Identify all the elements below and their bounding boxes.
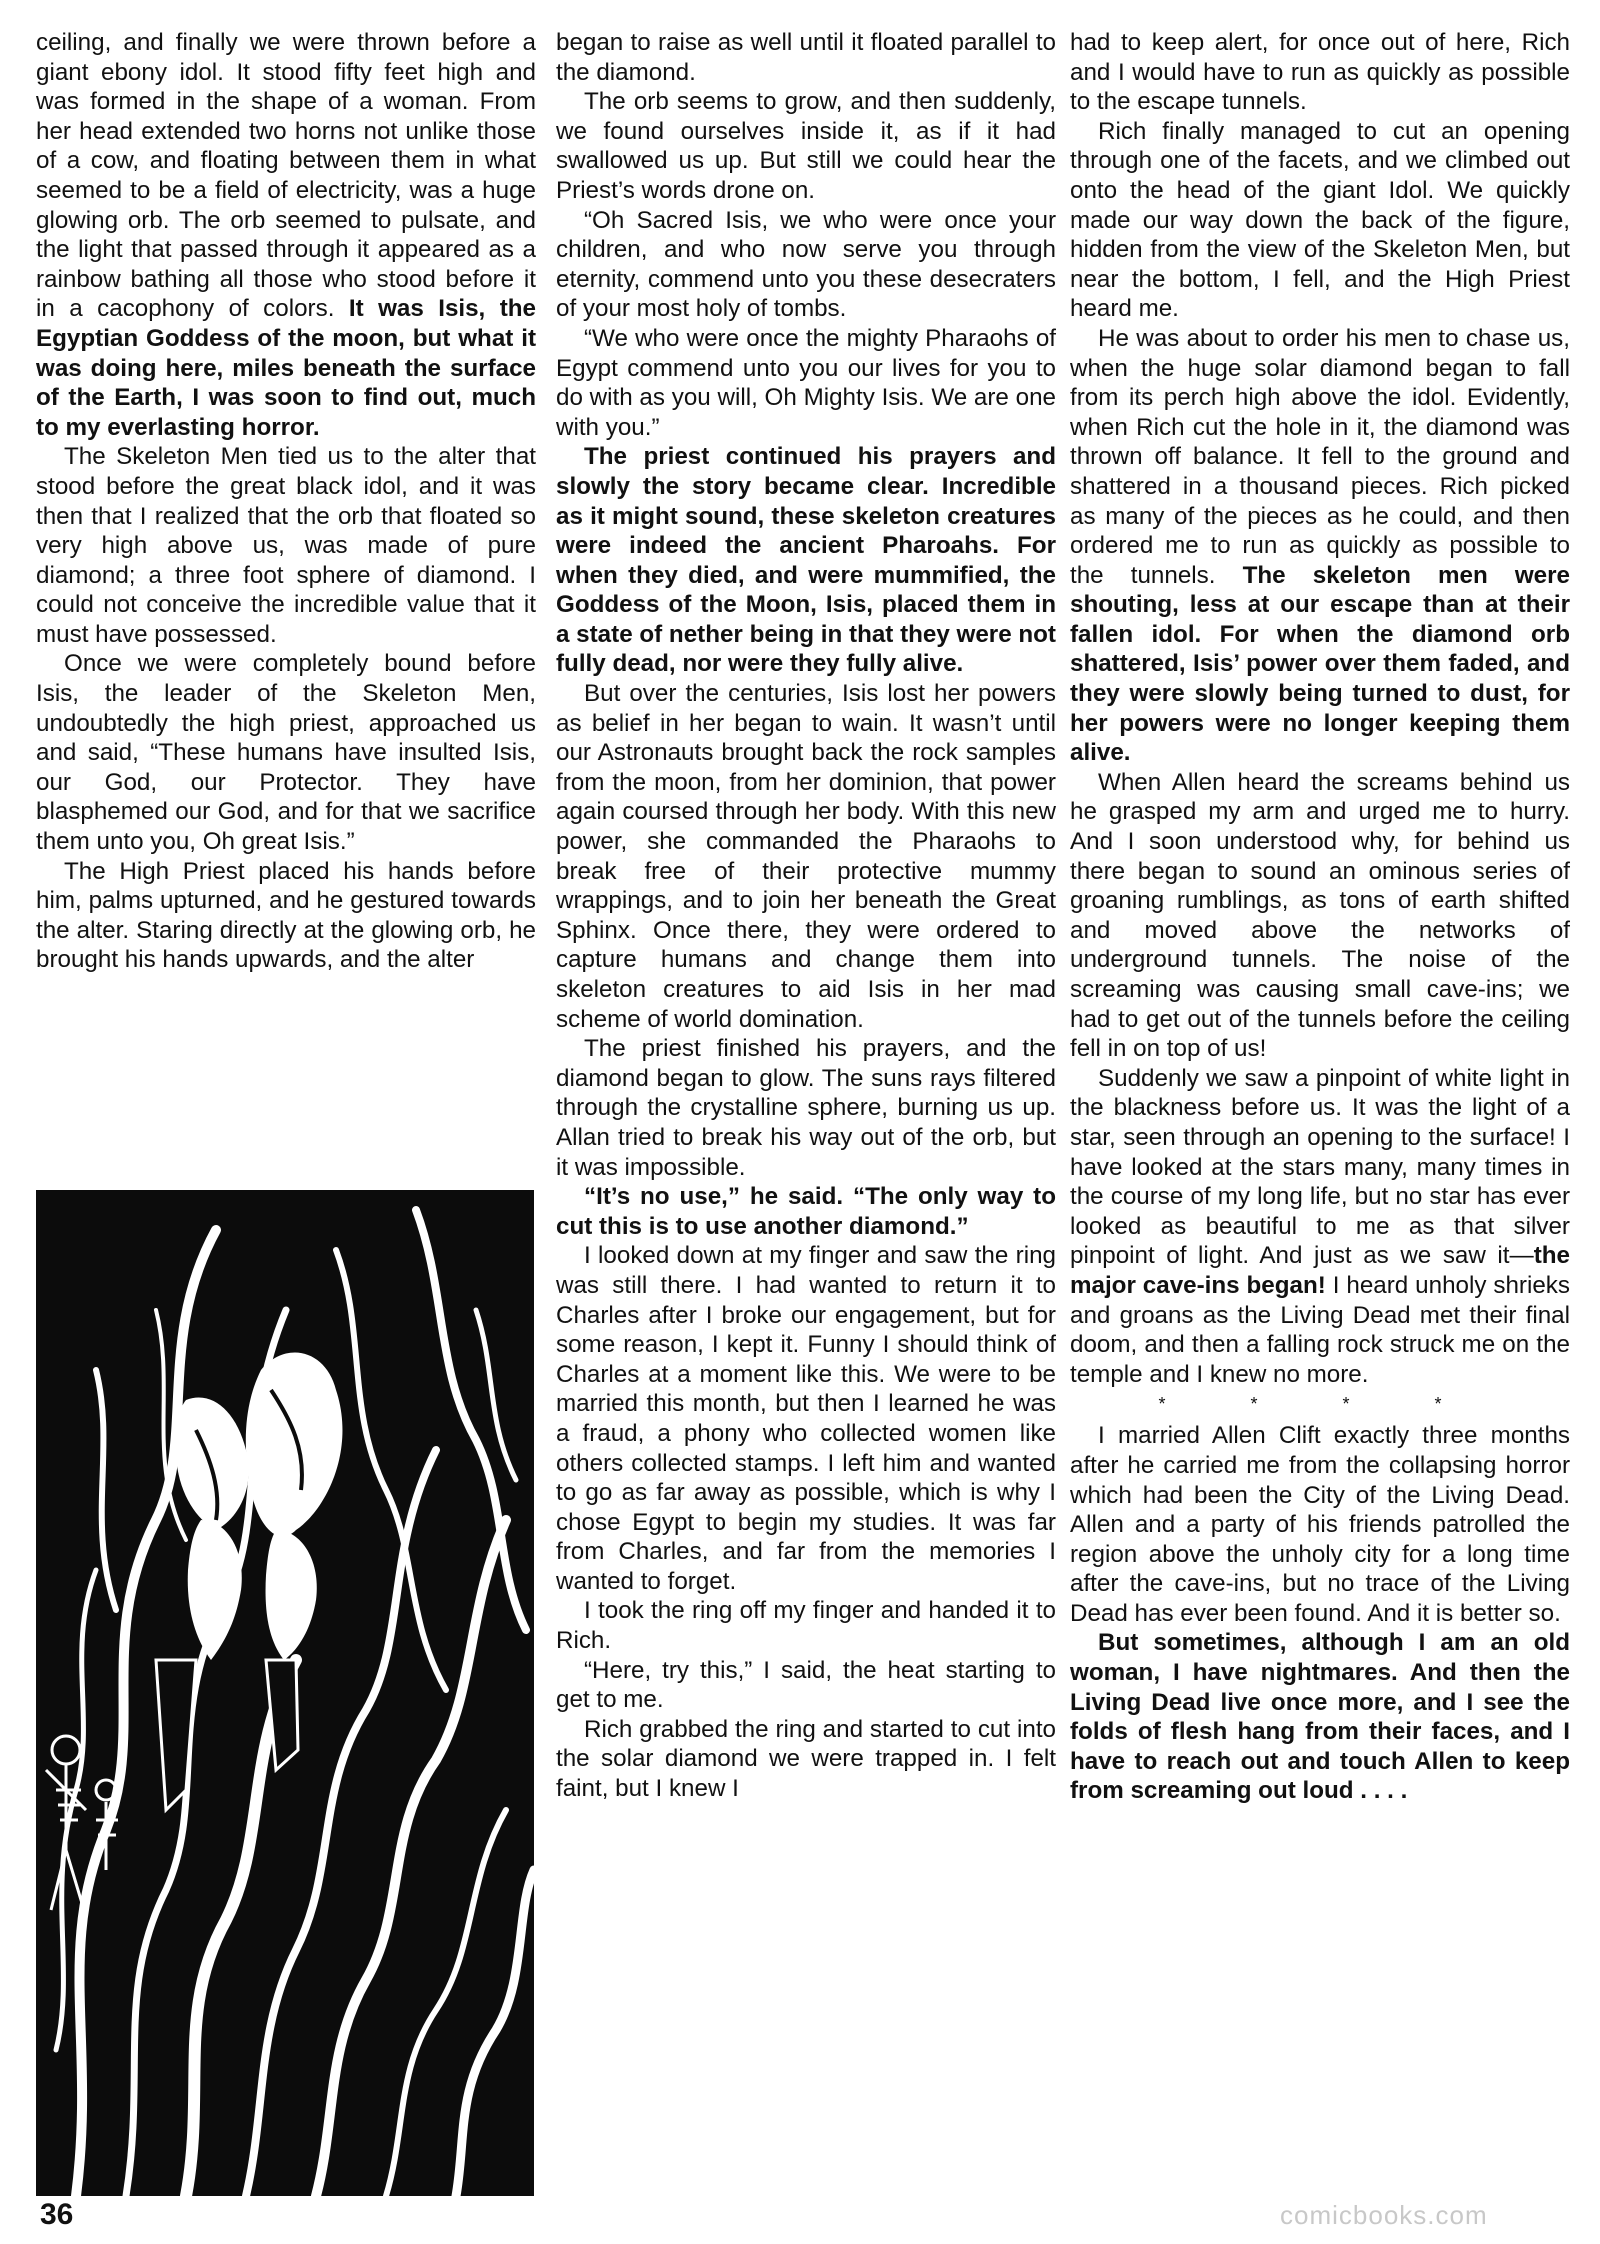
story-illustration — [36, 1190, 534, 2196]
text-column-1 — [36, 28, 536, 975]
paragraph — [36, 28, 536, 442]
paragraph-text: He was about to order his men to chase us, when the huge solar diamond began to fall from its perch high above the idol. Evidently, when Rich cut the hole in it, the diamond was thrown off balance. It fell to the ground and shattered in a thousand pieces. Rich picked as many of the pieces as he could, and then ordered me to run as quickly as possible to the tunnels. — [1070, 324, 1570, 589]
paragraph-text: I heard unholy shrieks and groans as the Living Dead met their final doom, and then a falling rock struck me on the temple and I knew no more. — [1070, 1271, 1570, 1388]
paragraph: The orb seems to grow, and then suddenly, we found ourselves inside it, as if it had swallowed us up. But still we could hear the Priest’s words drone on. — [556, 88, 1056, 204]
paragraph: had to keep alert, for once out of here, Rich and I would have to run as quickly as possible to the escape tunnels. — [1070, 29, 1570, 116]
paragraph-bold-text: But sometimes, although I am an old woman, I have nightmares. And then the Living Dead live once more, and I see the folds of flesh hang from their faces, and I have to reach out and touch Allen to keep from screaming out loud . . . . — [1070, 1629, 1570, 1805]
paragraph — [1070, 324, 1570, 768]
paragraph: The priest finished his prayers, and the diamond began to glow. The suns rays filtered through the crystalline sphere, burning us up. Allan tried to break his way out of the orb, but it was impossible. — [556, 1035, 1056, 1181]
text-column-2 — [556, 28, 1056, 1804]
paragraph: I looked down at my finger and saw the ring was still there. I had wanted to return it to Charles after I broke our engagement, but for some reason, I kept it. Funny I should think of Charles at a moment like this. We were to be married this month, but then I learned he was a fraud, a phony who collected women like others collected stamps. I left him and wanted to go as far away as possible, which is why I chose Egypt to begin my studies. It was far from Charles, and far from the memories I wanted to forget. — [556, 1242, 1056, 1595]
paragraph: Rich finally managed to cut an opening through one of the facets, and we climbed out onto the head of the giant Idol. We quickly made our way down the back of the figure, hidden from the view of the Skeleton Men, but near the bottom, I fell, and the High Priest heard me. — [1070, 117, 1570, 323]
paragraph-bold-text: the major cave-ins began! — [1070, 1242, 1570, 1299]
paragraph: “Here, try this,” I said, the heat starting to get to me. — [556, 1656, 1056, 1714]
paragraph: I took the ring off my finger and handed it to Rich. — [556, 1597, 1056, 1655]
page-number: 36 — [40, 2198, 74, 2231]
section-separator: * * * * — [1158, 1394, 1482, 1415]
paragraph-bold — [1070, 1628, 1570, 1806]
paragraph-bold-text: “It’s no use,” he said. “The only way to cut this is to use another diamond.” — [556, 1183, 1056, 1240]
watermark-text: comicbooks.com — [1280, 2200, 1488, 2230]
paragraph-bold-text: The priest continued his prayers and slowly the story became clear. Incredible as it might sound, these skeleton creatures were indeed the ancient Pharoahs. For when they died, and were mummified, the Goddess of the Moon, Isis, placed them in a state of nether being in that they were not fully dead, nor were they fully alive. — [556, 443, 1056, 678]
paragraph: When Allen heard the screams behind us he grasped my arm and urged me to hurry. And I soon understood why, for behind us there began to sound an ominous series of groaning rumblings, as tons of earth shifted and moved above the networks of underground tunnels. The noise of the screaming was causing small cave-ins; we had to get out of the tunnels before the ceiling fell in on top of us! — [1070, 768, 1570, 1063]
paragraph: Rich grabbed the ring and started to cut into the solar diamond we were trapped in. I felt faint, but I knew I — [556, 1715, 1056, 1803]
illustration-art — [36, 1190, 534, 2196]
paragraph — [1070, 1064, 1570, 1390]
paragraph: “We who were once the mighty Pharaohs of Egypt commend unto you our lives for you to do with as you will, Oh Mighty Isis. We are one with you.” — [556, 324, 1056, 441]
paragraph-bold-text: The skeleton men were shouting, less at our escape than at their fallen idol. For when the diamond orb shattered, Isis’ power over them faded, and they were slowly being turned to dust, for her powers were no longer keeping them alive. — [1070, 561, 1570, 767]
paragraph-bold — [556, 442, 1056, 679]
paragraph: The High Priest placed his hands before him, palms upturned, and he gestured towards the alter. Staring directly at the glowing orb, he brought his hands upwards, and the alter — [36, 857, 536, 974]
paragraph-text: Suddenly we saw a pinpoint of white light in the blackness before us. It was the light of a star, seen through an opening to the surface! I have looked at the stars many, many times in the course of my long life, but no star has ever looked as beautiful to me as that silver pinpoint of light. And just as we saw it— — [1070, 1064, 1570, 1270]
paragraph-text: ceiling, and finally we were thrown before a giant ebony idol. It stood fifty feet high and was formed in the shape of a woman. From her head extended two horns not unlike those of a cow, and floating between them in what seemed to be a field of electricity, was a huge glowing orb. The orb seemed to pulsate, and the light that passed through it appeared as a rainbow bathing all those who stood before it in a cacophony of colors. — [36, 29, 536, 323]
paragraph: Once we were completely bound before Isis, the leader of the Skeleton Men, undoubtedly the high priest, approached us and said, “These humans have insulted Isis, our God, our Protector. They have blasphemed our God, and for that we sacrifice them unto you, Oh great Isis.” — [36, 650, 536, 856]
paragraph-bold-text: It was Isis, the Egyptian Goddess of the moon, but what it was doing here, miles beneath the surface of the Earth, I was soon to find out, much to my everlasting horror. — [36, 295, 536, 441]
paragraph-bold — [556, 1182, 1056, 1241]
paragraph: “Oh Sacred Isis, we who were once your children, and who now serve you through eternity, commend unto you these desecraters of your most holy of tombs. — [556, 206, 1056, 323]
paragraph: began to raise as well until it floated parallel to the diamond. — [556, 29, 1056, 86]
paragraph: The Skeleton Men tied us to the alter that stood before the great black idol, and it was then that I realized that the orb that floated so very high above us, was made of pure diamond; a three foot sphere of diamond. I could not conceive the incredible value that it must have possessed. — [36, 443, 536, 648]
paragraph: But over the centuries, Isis lost her powers as belief in her began to wain. It wasn’t until our Astronauts brought back the rock samples from the moon, from her dominion, that power again coursed through her body. With this new power, she commanded the Pharaohs to break free of their protective mummy wrappings, and to join her beneath the Great Sphinx. Once there, they were ordered to capture humans and change them into skeleton creatures to aid Isis in her mad scheme of world domination. — [556, 680, 1056, 1033]
text-column-3 — [1070, 28, 1570, 1806]
paragraph: I married Allen Clift exactly three months after he carried me from the collapsing horror which had been the City of the Living Dead. Allen and a party of his friends patrolled the region above the unholy city for a long time after the cave-ins, but no trace of the Living Dead has ever been found. And it is better so. — [1070, 1422, 1570, 1627]
